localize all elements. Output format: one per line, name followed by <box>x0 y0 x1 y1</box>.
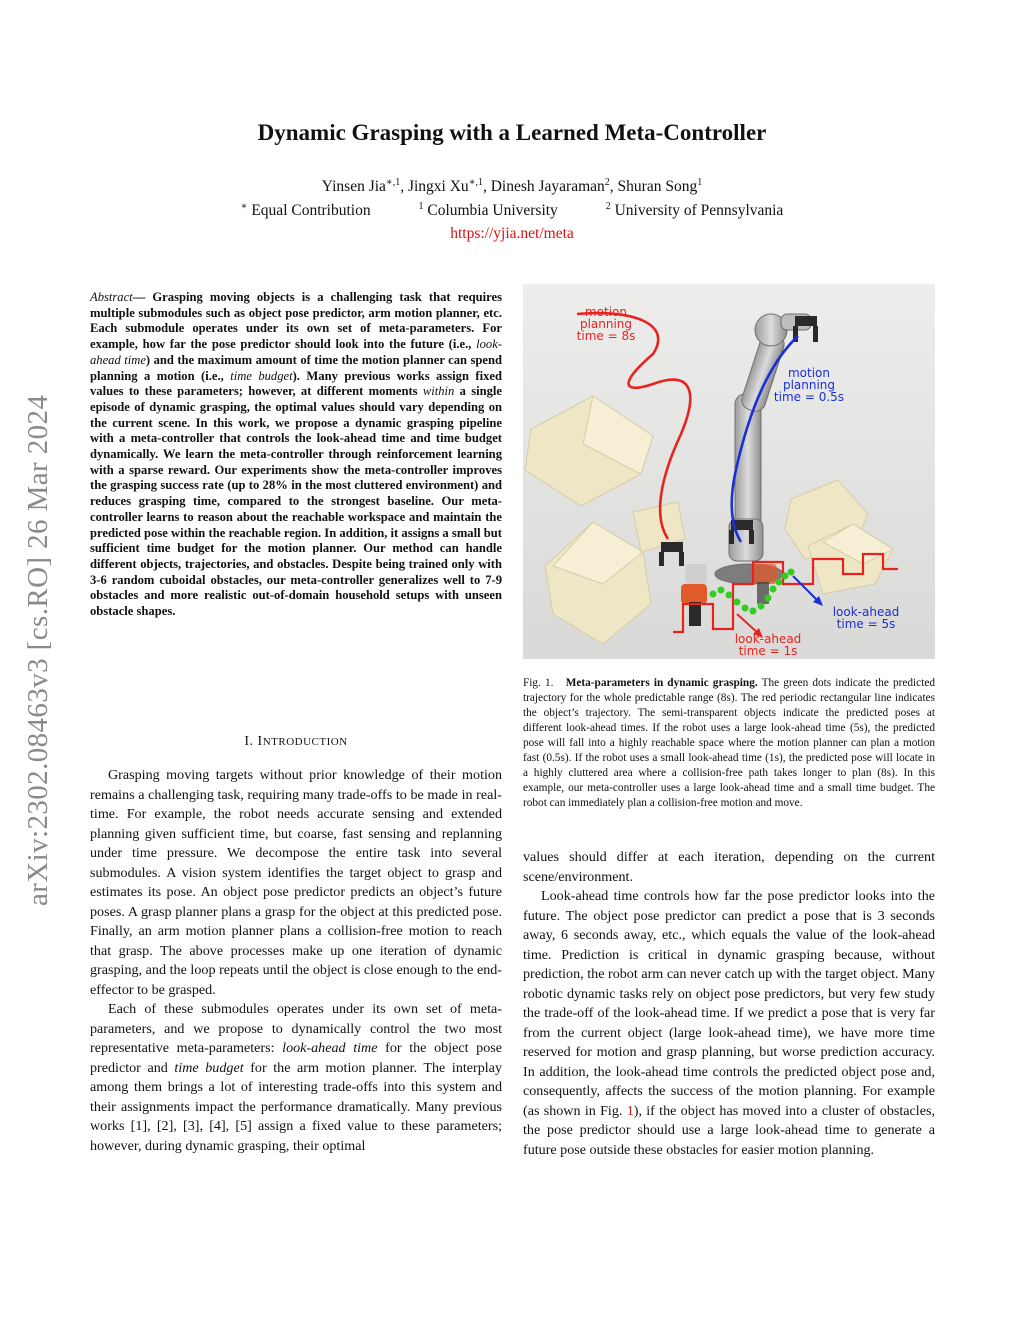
section-heading: I. INTRODUCTION <box>244 734 348 749</box>
affiliation: ∗ Equal Contribution <box>240 201 371 220</box>
paragraph: Grasping moving targets without prior knowledge of their motion remains a challenging task, requiring many trade-offs to be made in real-time. For example, the robot needs accurate sensing and extended planning given sufficient time, but coarse, fast sensing and replanning under time pressure. We decompose the entire task into several submodules. A vision system identifies the target object to grasp and estimates its pose. An object pose predictor predicts an object’s future poses. A grasp planner plans a grasp for the object at this predicted pose. Finally, an arm motion planner plans a collision-free motion to reach that grasp. The above processes make up one iteration of dynamic grasping, and the loop repeats until the object is close enough to the end-effector to be grasped. <box>90 767 502 998</box>
label-motion-time-0.5s: motion planning time = 0.5s <box>773 366 845 404</box>
figure-reference-link[interactable]: 1 <box>626 1102 634 1119</box>
project-url-link[interactable]: https://yjia.net/meta <box>450 225 574 242</box>
author-name: Dinesh Jayaraman <box>490 178 605 196</box>
paragraph: Each of these submodules operates under its own set of meta-parameters, and we propose to dynamically control the two most representative meta-parameters: look-ahead time for the object pose predictor and time budget for the arm motion planner. The interplay among them brings a lot of interesting trade-offs into this system and their assignments impact the performance dramatically. Many previous works [1], [2], [3], [4], [5] assign a fixed value to these parameters; however, during dynamic grasping, their optimal <box>90 1001 502 1154</box>
author-mark: 2 <box>604 177 610 188</box>
arxiv-identifier: arXiv:2302.08463v3 [cs.RO] 26 Mar 2024 <box>22 394 54 906</box>
affiliation: $^1$ Columbia University <box>418 201 558 220</box>
intro-left-column <box>90 766 502 1156</box>
intro-right-column <box>523 848 935 1160</box>
abstract-label: Abstract <box>90 290 133 304</box>
author-mark: 1 <box>697 177 703 188</box>
affiliation-list <box>0 201 1024 220</box>
author-name: Jingxi Xu <box>407 178 469 196</box>
paragraph: Look-ahead time controls how far the pose predictor looks into the future. The object pose predictor can predict a pose that is 3 seconds away, 6 seconds away, etc., which equals the value of the look-ahead time. Prediction is critical in dynamic grasping because, without prediction, the robot arm can never catch up with the target object. Many robotic dynamic tasks rely on object pose predictors, but very few study the trade-off of the look-ahead time. If we predict a pose that is very far from the current object (large look-ahead time), we have more time reserved for motion and grasp planning, but worse prediction accuracy. In addition, the look-ahead time controls the predicted object pose and, consequently, affects the success of the motion planning. For example (as shown in Fig. 1), if the object has moved into a cluster of obstacles, the pose predictor should use a large look-ahead time to generate a future pose outside these obstacles for easier motion planning. <box>523 888 935 1158</box>
figure-1-image <box>523 284 935 659</box>
label-look-ahead-5s: look-ahead time = 5s <box>832 605 900 631</box>
affiliation: $^2$ University of Pennsylvania <box>605 201 784 220</box>
paper-title: Dynamic Grasping with a Learned Meta-Controller <box>257 120 767 145</box>
figure-caption: Fig. 1. Meta-parameters in dynamic grasping. The green dots indicate the predicted trajectory for the whole predictable range (8s). The red periodic rectangular line indicates the object’s trajectory. The semi-transparent objects indicate the predicted poses at different look-ahead times. If the robot uses a large look-ahead time (5s), the predicted pose will fall into a highly reachable space where the motion planner can plan a motion fast (0.5s). If the robot uses a small look-ahead time (1s), the predicted pose will locate in a highly cluttered area where a collision-free path takes longer to plan (8s). In this example, our meta-controller uses a large look-ahead time and a small time budget. The robot can immediately plan a collision-free motion and move. <box>523 677 936 809</box>
author-name: Yinsen Jia <box>321 178 386 196</box>
label-motion-time-8s: motion planning time = 8s <box>576 305 636 343</box>
author-list: Yinsen Jia$^{∗,1}$, Jingxi $Xu^{∗,1}$, Dinesh Jayaraman$^2$, Shuran Song$^1$ <box>321 177 703 196</box>
author-mark: ∗,1 <box>385 177 401 188</box>
paragraph: values should differ at each iteration, depending on the current scene/environment. <box>523 849 935 885</box>
abstract: Abstract— Grasping moving objects is a challenging task that requires multiple submodules such as object pose predictor, arm motion planner, etc. Each submodule operates under its own set of meta-parameters. For example, how far the pose predictor should look into the future (i.e., look-ahead time) and the maximum amount of time the motion planner can spend planning a motion (i.e., time budget). Many previous works assign fixed values to these parameters; however, at different moments within a single episode of dynamic grasping, the optimal values should vary depending on the current scene. In this work, we propose a dynamic grasping pipeline with a meta-controller that controls the look-ahead time and time budget dynamically. We learn the meta-controller through reinforcement learning with a sparse reward. Our experiments show the meta-controller improves the grasping success rate (up to 28% in the most cluttered environment) and reduces grasping time, compared to the strongest baseline. Our meta-controller learns to reason about the reachable workspace and maintain the predicted pose within the reachable region. In addition, it assigns a small but sufficient time budget for the motion planner. Our method can handle different objects, trajectories, and obstacles. Despite being trained only with 3-6 random cuboidal obstacles, our meta-controller generalizes well to 7-9 obstacles and more realistic out-of-domain household setups with unseen obstacle shapes. <box>90 290 503 619</box>
author-name: Shuran Song <box>617 178 698 196</box>
label-look-ahead-1s: look-ahead time = 1s <box>734 632 802 658</box>
author-mark: ∗,1 <box>468 177 483 188</box>
